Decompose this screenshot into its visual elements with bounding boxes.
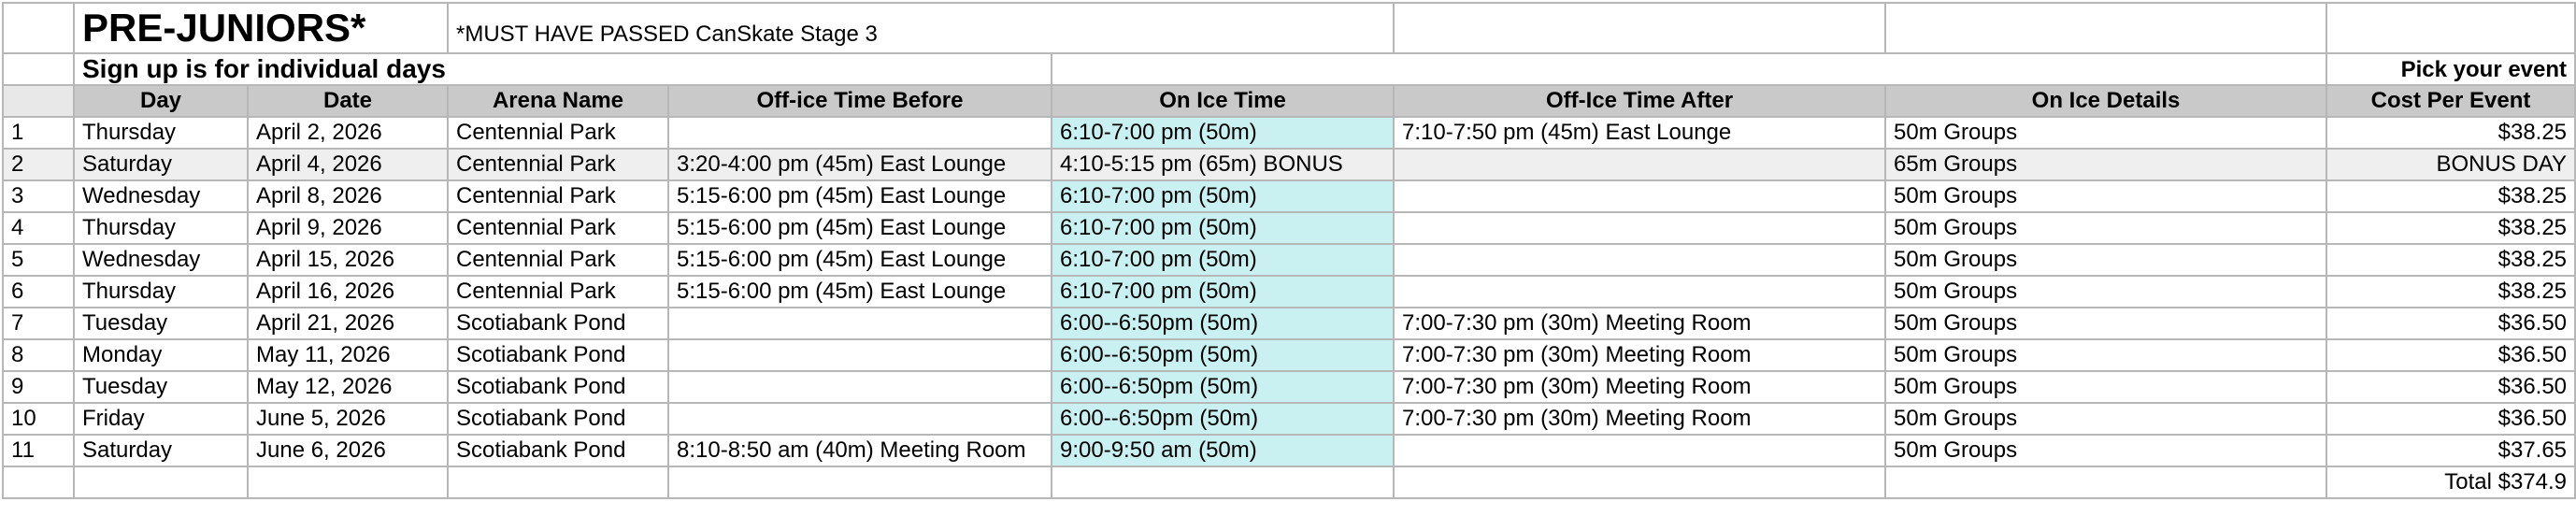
header-cost-per-event[interactable]: Cost Per Event — [2326, 85, 2575, 117]
off-ice-before-cell[interactable]: 8:10-8:50 am (40m) Meeting Room — [668, 435, 1052, 466]
table-row[interactable] — [3, 339, 2575, 371]
on-ice-time-cell[interactable]: 6:00--6:50pm (50m) — [1052, 371, 1394, 403]
cost-cell[interactable]: $36.50 — [2326, 308, 2575, 339]
off-ice-before-cell[interactable]: 5:15-6:00 pm (45m) East Lounge — [668, 180, 1052, 212]
arena-cell[interactable]: Centennial Park — [448, 212, 668, 244]
row-number[interactable]: 3 — [3, 180, 74, 212]
date-cell[interactable]: April 16, 2026 — [248, 276, 448, 308]
row-number[interactable]: 4 — [3, 212, 74, 244]
table-row[interactable] — [3, 212, 2575, 244]
row-number[interactable]: 10 — [3, 403, 74, 435]
cost-cell[interactable]: $38.25 — [2326, 212, 2575, 244]
on-ice-details-cell[interactable]: 50m Groups — [1885, 403, 2326, 435]
on-ice-details-cell[interactable]: 65m Groups — [1885, 149, 2326, 180]
arena-cell[interactable]: Centennial Park — [448, 276, 668, 308]
off-ice-before-cell[interactable]: 5:15-6:00 pm (45m) East Lounge — [668, 212, 1052, 244]
cell[interactable] — [448, 466, 668, 498]
on-ice-time-cell[interactable]: 4:10-5:15 pm (65m) BONUS — [1052, 149, 1394, 180]
day-cell[interactable]: Monday — [74, 339, 248, 371]
day-cell[interactable]: Tuesday — [74, 308, 248, 339]
header-on-ice-details[interactable]: On Ice Details — [1885, 85, 2326, 117]
on-ice-details-cell[interactable]: 50m Groups — [1885, 276, 2326, 308]
off-ice-after-cell[interactable] — [1394, 180, 1885, 212]
date-cell[interactable]: April 21, 2026 — [248, 308, 448, 339]
cell[interactable] — [74, 466, 248, 498]
off-ice-before-cell[interactable] — [668, 308, 1052, 339]
date-cell[interactable]: June 6, 2026 — [248, 435, 448, 466]
day-cell[interactable]: Saturday — [74, 435, 248, 466]
date-cell[interactable]: April 9, 2026 — [248, 212, 448, 244]
row-number[interactable]: 11 — [3, 435, 74, 466]
page-subtitle[interactable]: Sign up is for individual days — [74, 53, 1052, 85]
cell[interactable] — [1885, 3, 2326, 53]
day-cell[interactable]: Saturday — [74, 149, 248, 180]
cell[interactable] — [2326, 3, 2575, 53]
arena-cell[interactable]: Scotiabank Pond — [448, 435, 668, 466]
cost-cell[interactable]: BONUS DAY — [2326, 149, 2575, 180]
table-row[interactable] — [3, 403, 2575, 435]
cost-cell[interactable]: $36.50 — [2326, 339, 2575, 371]
off-ice-after-cell[interactable]: 7:00-7:30 pm (30m) Meeting Room — [1394, 308, 1885, 339]
cell[interactable] — [668, 466, 1052, 498]
arena-cell[interactable]: Scotiabank Pond — [448, 339, 668, 371]
on-ice-details-cell[interactable]: 50m Groups — [1885, 180, 2326, 212]
off-ice-after-cell[interactable]: 7:00-7:30 pm (30m) Meeting Room — [1394, 403, 1885, 435]
day-cell[interactable]: Thursday — [74, 117, 248, 149]
on-ice-time-cell[interactable]: 6:00--6:50pm (50m) — [1052, 403, 1394, 435]
table-row[interactable] — [3, 117, 2575, 149]
date-cell[interactable]: April 2, 2026 — [248, 117, 448, 149]
on-ice-details-cell[interactable]: 50m Groups — [1885, 339, 2326, 371]
row-number[interactable]: 2 — [3, 149, 74, 180]
cost-cell[interactable]: $37.65 — [2326, 435, 2575, 466]
total-cost[interactable]: Total $374.9 — [2326, 466, 2575, 498]
date-cell[interactable]: April 8, 2026 — [248, 180, 448, 212]
arena-cell[interactable]: Scotiabank Pond — [448, 403, 668, 435]
table-row[interactable] — [3, 149, 2575, 180]
off-ice-before-cell[interactable]: 3:20-4:00 pm (45m) East Lounge — [668, 149, 1052, 180]
on-ice-time-cell[interactable]: 6:10-7:00 pm (50m) — [1052, 276, 1394, 308]
arena-cell[interactable]: Scotiabank Pond — [448, 308, 668, 339]
header-row — [3, 85, 2575, 117]
cell[interactable] — [1052, 466, 1394, 498]
header-off-ice-before[interactable]: Off-ice Time Before — [668, 85, 1052, 117]
arena-cell[interactable]: Centennial Park — [448, 149, 668, 180]
cost-cell[interactable]: $38.25 — [2326, 117, 2575, 149]
cell[interactable] — [1885, 466, 2326, 498]
table-row[interactable] — [3, 244, 2575, 276]
date-cell[interactable]: June 5, 2026 — [248, 403, 448, 435]
on-ice-time-cell[interactable]: 6:00--6:50pm (50m) — [1052, 308, 1394, 339]
cost-cell[interactable]: $38.25 — [2326, 244, 2575, 276]
cell[interactable] — [3, 466, 74, 498]
cell[interactable] — [3, 53, 74, 85]
cost-cell[interactable]: $36.50 — [2326, 403, 2575, 435]
off-ice-after-cell[interactable] — [1394, 276, 1885, 308]
cell[interactable] — [1394, 3, 1885, 53]
arena-cell[interactable]: Centennial Park — [448, 117, 668, 149]
table-row[interactable] — [3, 180, 2575, 212]
cell[interactable] — [248, 466, 448, 498]
off-ice-before-cell[interactable] — [668, 117, 1052, 149]
pick-your-event-label[interactable]: Pick your event — [2326, 53, 2575, 85]
on-ice-time-cell[interactable]: 6:10-7:00 pm (50m) — [1052, 117, 1394, 149]
header-arena-name[interactable]: Arena Name — [448, 85, 668, 117]
day-cell[interactable]: Thursday — [74, 276, 248, 308]
day-cell[interactable]: Tuesday — [74, 371, 248, 403]
cell[interactable] — [1052, 53, 2326, 85]
total-row — [3, 466, 2575, 498]
off-ice-before-cell[interactable] — [668, 403, 1052, 435]
row-number[interactable]: 1 — [3, 117, 74, 149]
row-number[interactable]: 9 — [3, 371, 74, 403]
row-number[interactable]: 8 — [3, 339, 74, 371]
off-ice-before-cell[interactable]: 5:15-6:00 pm (45m) East Lounge — [668, 244, 1052, 276]
page-title[interactable]: PRE-JUNIORS* — [74, 3, 448, 53]
subtitle-row — [3, 53, 2575, 85]
row-number[interactable]: 5 — [3, 244, 74, 276]
on-ice-time-cell[interactable]: 6:10-7:00 pm (50m) — [1052, 180, 1394, 212]
arena-cell[interactable]: Scotiabank Pond — [448, 371, 668, 403]
off-ice-before-cell[interactable] — [668, 371, 1052, 403]
cost-cell[interactable]: $38.25 — [2326, 276, 2575, 308]
off-ice-after-cell[interactable] — [1394, 212, 1885, 244]
arena-cell[interactable]: Centennial Park — [448, 180, 668, 212]
on-ice-time-cell[interactable]: 6:10-7:00 pm (50m) — [1052, 212, 1394, 244]
table-row[interactable] — [3, 276, 2575, 308]
header-off-ice-after[interactable]: Off-Ice Time After — [1394, 85, 1885, 117]
table-row[interactable] — [3, 371, 2575, 403]
date-cell[interactable]: April 4, 2026 — [248, 149, 448, 180]
on-ice-details-cell[interactable]: 50m Groups — [1885, 435, 2326, 466]
on-ice-details-cell[interactable]: 50m Groups — [1885, 371, 2326, 403]
cell[interactable] — [3, 3, 74, 53]
row-number[interactable]: 6 — [3, 276, 74, 308]
cell[interactable] — [1394, 466, 1885, 498]
row-number[interactable]: 7 — [3, 308, 74, 339]
cost-cell[interactable]: $38.25 — [2326, 180, 2575, 212]
on-ice-time-cell[interactable]: 6:00--6:50pm (50m) — [1052, 339, 1394, 371]
date-cell[interactable]: April 15, 2026 — [248, 244, 448, 276]
date-cell[interactable]: May 12, 2026 — [248, 371, 448, 403]
off-ice-before-cell[interactable]: 5:15-6:00 pm (45m) East Lounge — [668, 276, 1052, 308]
on-ice-time-cell[interactable]: 6:10-7:00 pm (50m) — [1052, 244, 1394, 276]
header-day[interactable]: Day — [74, 85, 248, 117]
title-row — [3, 3, 2575, 53]
corner-cell[interactable] — [3, 85, 74, 117]
off-ice-after-cell[interactable] — [1394, 435, 1885, 466]
on-ice-details-cell[interactable]: 50m Groups — [1885, 117, 2326, 149]
off-ice-after-cell[interactable]: 7:00-7:30 pm (30m) Meeting Room — [1394, 339, 1885, 371]
day-cell[interactable]: Thursday — [74, 212, 248, 244]
on-ice-details-cell[interactable]: 50m Groups — [1885, 244, 2326, 276]
off-ice-before-cell[interactable] — [668, 339, 1052, 371]
table-row[interactable] — [3, 308, 2575, 339]
on-ice-details-cell[interactable]: 50m Groups — [1885, 308, 2326, 339]
off-ice-after-cell[interactable]: 7:00-7:30 pm (30m) Meeting Room — [1394, 371, 1885, 403]
requirement-note[interactable]: *MUST HAVE PASSED CanSkate Stage 3 — [448, 3, 1394, 53]
arena-cell[interactable]: Centennial Park — [448, 244, 668, 276]
off-ice-after-cell[interactable] — [1394, 149, 1885, 180]
on-ice-details-cell[interactable]: 50m Groups — [1885, 212, 2326, 244]
cost-cell[interactable]: $36.50 — [2326, 371, 2575, 403]
date-cell[interactable]: May 11, 2026 — [248, 339, 448, 371]
day-cell[interactable]: Friday — [74, 403, 248, 435]
day-cell[interactable]: Wednesday — [74, 244, 248, 276]
header-date[interactable]: Date — [248, 85, 448, 117]
table-row[interactable] — [3, 435, 2575, 466]
day-cell[interactable]: Wednesday — [74, 180, 248, 212]
header-on-ice-time[interactable]: On Ice Time — [1052, 85, 1394, 117]
on-ice-time-cell[interactable]: 9:00-9:50 am (50m) — [1052, 435, 1394, 466]
off-ice-after-cell[interactable] — [1394, 244, 1885, 276]
schedule-sheet — [2, 2, 2576, 499]
off-ice-after-cell[interactable]: 7:10-7:50 pm (45m) East Lounge — [1394, 117, 1885, 149]
